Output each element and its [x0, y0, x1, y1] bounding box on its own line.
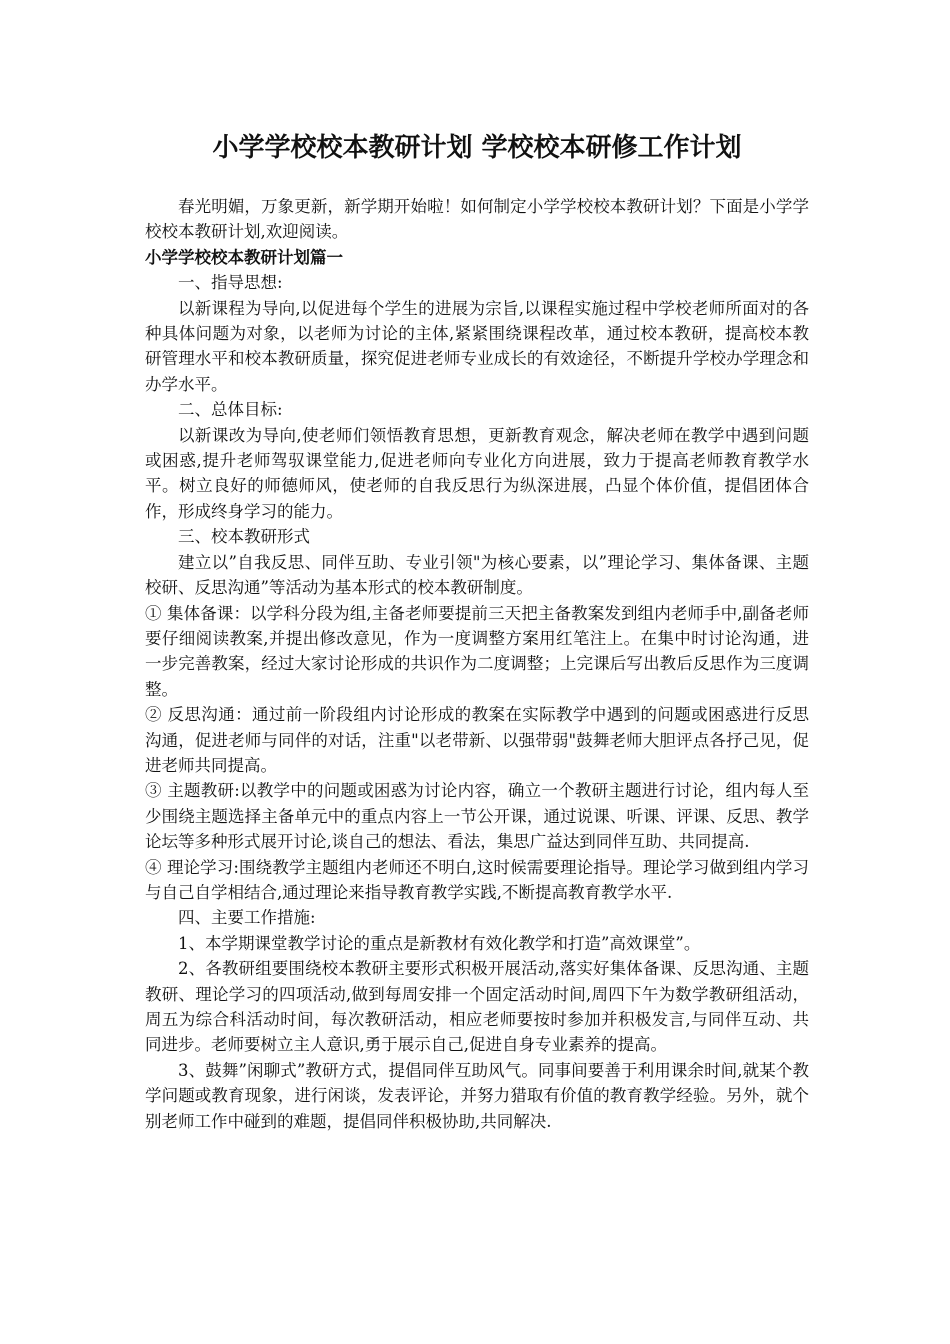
section-heading-research-forms: 三、校本教研形式: [178, 527, 310, 547]
list-item-theory-study: ④ 理论学习:围绕教学主题组内老师还不明白,这时候需要理论指导。理论学习做到组内学习与自己自学相结合,通过理论来指导教育教学实践,不断提高教育教学水平.: [145, 857, 809, 902]
intro-paragraph: 春光明媚，万象更新，新学期开始啦！如何制定小学学校校本教研计划？下面是小学学校校本教研计划,欢迎阅读。: [145, 197, 809, 242]
section-heading-overall-goals: 二、总体目标:: [178, 400, 283, 420]
body-paragraph: 以新课改为导向,使老师们领悟教育思想，更新教育观念，解决老师在教学中遇到问题或困惑,提升老师驾驭课堂能力,促进老师向专业化方向进展，致力于提高老师教育教学水平。树立良好的师德师风，使老师的自我反思行为纵深进展，凸显个体价值，提倡团体合作，形成终身学习的能力。: [145, 425, 809, 521]
body-paragraph: 建立以”自我反思、同伴互助、专业引领"为核心要素，以”理论学习、集体备课、主题校研、反思沟通”等活动为基本形式的校本教研制度。: [145, 552, 809, 598]
part-heading: 小学学校校本教研计划篇一: [145, 247, 343, 267]
measure-paragraph-3: 3、鼓舞”闲聊式”教研方式，提倡同伴互助风气。同事间要善于利用课余时间,就某个教学问题或教育现象，进行闲谈，发表评论，并努力猎取有价值的教育教学经验。另外，就个别老师工作中碰到的难题，提倡同伴积极协助,共同解决.: [145, 1060, 809, 1131]
list-item-reflection-communication: ② 反思沟通：通过前一阶段组内讨论形成的教案在实际教学中遇到的问题或困惑进行反思沟通，促进老师与同伴的对话，注重"以老带新、以强带弱"鼓舞老师大胆评点各抒己见，促进老师共同提高。: [145, 705, 809, 775]
list-item-collective-lesson-prep: ① 集体备课：以学科分段为组,主备老师要提前三天把主备教案发到组内老师手中,副备老师要仔细阅读教案,并提出修改意见，作为一度调整方案用红笔注上。在集中时讨论沟通，进一步完善教案，经过大家讨论形成的共识作为二度调整；上完课后写出教后反思作为三度调整。: [145, 603, 809, 699]
document-title: 小学学校校本教研计划 学校校本研修工作计划: [212, 133, 742, 163]
list-item-theme-research: ③ 主题教研:以教学中的问题或困惑为讨论内容，确立一个教研主题进行讨论，组内每人至少围绕主题选择主备单元中的重点内容上一节公开课，通过说课、听课、评课、反思、教学论坛等多种形式展开讨论,谈自己的想法、看法，集思广益达到同伴互助、共同提高.: [145, 781, 809, 852]
measure-paragraph-1: 1、本学期课堂教学讨论的重点是新教材有效化教学和打造”高效课堂”。: [178, 933, 701, 953]
body-paragraph: 以新课程为导向,以促进每个学生的进展为宗旨,以课程实施过程中学校老师所面对的各种具体问题为对象，以老师为讨论的主体,紧紧围绕课程改革，通过校本教研，提高校本教研管理水平和校本教研质量，探究促进老师专业成长的有效途径，不断提升学校办学理念和办学水平。: [145, 298, 809, 394]
document-body: [145, 128, 809, 1134]
section-heading-guiding-thought: 一、指导思想:: [178, 273, 283, 293]
measure-paragraph-2: 2、各教研组要围绕校本教研主要形式积极开展活动,落实好集体备课、反思沟通、主题教研、理论学习的四项活动,做到每周安排一个固定活动时间,周四下午为数学教研组活动，周五为综合科活动时间，每次教研活动，相应老师要按时参加并积极发言,与同伴互动、共同进步。老师要树立主人意识,勇于展示自己,促进自身专业素养的提高。: [145, 959, 809, 1055]
section-heading-main-measures: 四、主要工作措施:: [178, 908, 316, 928]
